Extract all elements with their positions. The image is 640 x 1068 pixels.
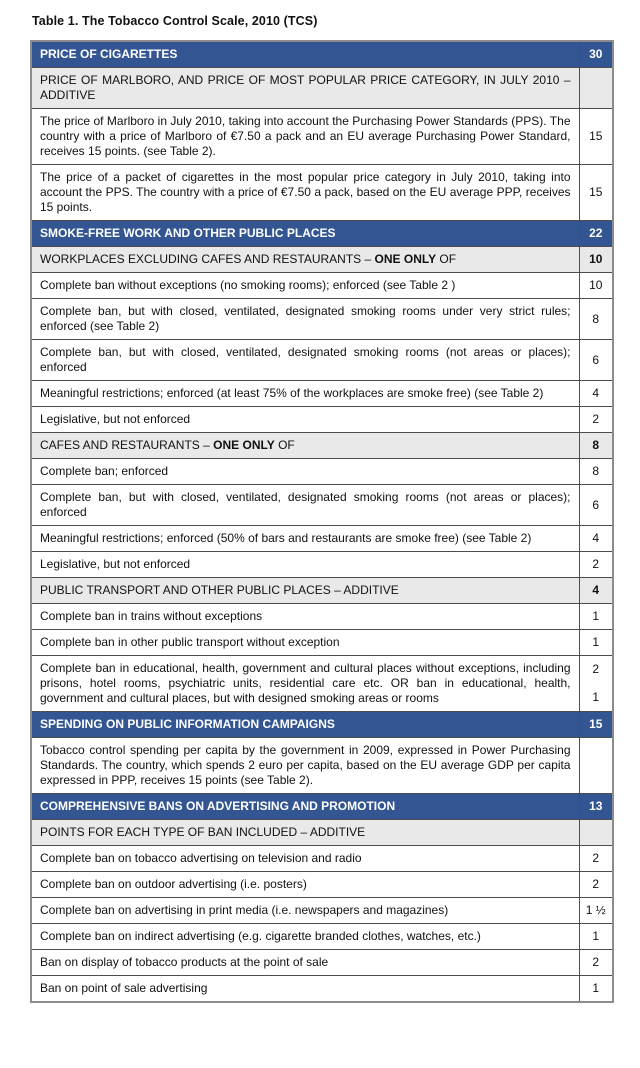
row-points: 8 (579, 299, 613, 340)
row-label: Tobacco control spending per capita by the government in 2009, expressed in Power Purchasing Standards. The country, which spends 2 euro per capita, based on the EU average GDP per capita expressed in PPP, receives 15 points (see Table 2). (31, 738, 579, 794)
row-label: Complete ban on indirect advertising (e.g. cigarette branded clothes, watches, etc.) (31, 924, 579, 950)
table-row (31, 898, 613, 924)
row-points: 1 (579, 604, 613, 630)
row-label: CAFES AND RESTAURANTS – ONE ONLY OF (31, 433, 579, 459)
table-row (31, 950, 613, 976)
table-row (31, 630, 613, 656)
table-row (31, 247, 613, 273)
table-row (31, 381, 613, 407)
table-row (31, 109, 613, 165)
row-label: Complete ban without exceptions (no smoking rooms); enforced (see Table 2 ) (31, 273, 579, 299)
row-label: Ban on display of tobacco products at the point of sale (31, 950, 579, 976)
row-points (579, 738, 613, 794)
row-points: 4 (579, 526, 613, 552)
row-points: 15 (579, 109, 613, 165)
row-points: 2 (579, 872, 613, 898)
section-header-row (31, 794, 613, 820)
row-points: 1 (579, 630, 613, 656)
row-points (579, 68, 613, 109)
tobacco-control-scale-table (30, 40, 614, 1003)
section-header-row (31, 221, 613, 247)
row-points: 2 1 (579, 656, 613, 712)
row-label: PRICE OF CIGARETTES (31, 41, 579, 68)
row-points: 1 (579, 924, 613, 950)
row-label: Ban on point of sale advertising (31, 976, 579, 1003)
row-points: 2 (579, 846, 613, 872)
row-points: 2 (579, 407, 613, 433)
section-header-row (31, 712, 613, 738)
row-points: 10 (579, 273, 613, 299)
row-points: 1 (579, 976, 613, 1003)
row-points: 15 (579, 165, 613, 221)
row-label: The price of a packet of cigarettes in the most popular price category in July 2010, taking into account the PPS. The country with a price of €7.50 a pack, based on the EU average PPP, receives 15 points. (31, 165, 579, 221)
row-label: Meaningful restrictions; enforced (50% of bars and restaurants are smoke free) (see Table 2) (31, 526, 579, 552)
row-points: 4 (579, 578, 613, 604)
row-label: WORKPLACES EXCLUDING CAFES AND RESTAURANTS – ONE ONLY OF (31, 247, 579, 273)
row-points: 8 (579, 459, 613, 485)
table-row (31, 820, 613, 846)
row-points (579, 820, 613, 846)
row-points: 2 (579, 552, 613, 578)
row-points: 4 (579, 381, 613, 407)
row-points: 13 (579, 794, 613, 820)
row-label: Complete ban, but with closed, ventilated, designated smoking rooms (not areas or places); enforced (31, 340, 579, 381)
table-row (31, 924, 613, 950)
row-label: The price of Marlboro in July 2010, taking into account the Purchasing Power Standards (PPS). The country with a price of Marlboro of €7.50 a pack and an EU average Purchasing Power Standard, receives 15 points. (see Table 2). (31, 109, 579, 165)
row-label: Complete ban in educational, health, government and cultural places without exceptions, including prisons, hotel rooms, psychiatric units, residential care etc. OR ban in educational, health, government and cultural places, but with designed smoking areas or rooms (31, 656, 579, 712)
row-label: POINTS FOR EACH TYPE OF BAN INCLUDED – ADDITIVE (31, 820, 579, 846)
row-points: 6 (579, 485, 613, 526)
row-label: PUBLIC TRANSPORT AND OTHER PUBLIC PLACES – ADDITIVE (31, 578, 579, 604)
table-row (31, 738, 613, 794)
table-row (31, 68, 613, 109)
row-points: 6 (579, 340, 613, 381)
section-header-row (31, 41, 613, 68)
row-label: Complete ban in other public transport without exception (31, 630, 579, 656)
row-label: Complete ban, but with closed, ventilated, designated smoking rooms (not areas or places); enforced (31, 485, 579, 526)
table-row (31, 459, 613, 485)
table-row (31, 165, 613, 221)
tcs-table-body (31, 41, 613, 1002)
row-label: Complete ban, but with closed, ventilated, designated smoking rooms under very strict rules; enforced (see Table 2) (31, 299, 579, 340)
row-points: 22 (579, 221, 613, 247)
row-label: Complete ban; enforced (31, 459, 579, 485)
table-title: Table 1. The Tobacco Control Scale, 2010 (TCS) (32, 14, 318, 28)
table-row (31, 526, 613, 552)
row-label: Complete ban on tobacco advertising on television and radio (31, 846, 579, 872)
table-row (31, 846, 613, 872)
row-points: 8 (579, 433, 613, 459)
row-label: Legislative, but not enforced (31, 552, 579, 578)
row-points: 2 (579, 950, 613, 976)
row-label: Complete ban on advertising in print media (i.e. newspapers and magazines) (31, 898, 579, 924)
row-points: 15 (579, 712, 613, 738)
table-row (31, 433, 613, 459)
row-points: 10 (579, 247, 613, 273)
table-row (31, 485, 613, 526)
row-points: 30 (579, 41, 613, 68)
table-row (31, 578, 613, 604)
table-row (31, 407, 613, 433)
row-label: Legislative, but not enforced (31, 407, 579, 433)
table-row (31, 656, 613, 712)
row-label: SPENDING ON PUBLIC INFORMATION CAMPAIGNS (31, 712, 579, 738)
row-label: SMOKE-FREE WORK AND OTHER PUBLIC PLACES (31, 221, 579, 247)
table-row (31, 273, 613, 299)
table-row (31, 340, 613, 381)
table-row (31, 552, 613, 578)
row-label: COMPREHENSIVE BANS ON ADVERTISING AND PROMOTION (31, 794, 579, 820)
row-label: Complete ban in trains without exceptions (31, 604, 579, 630)
table-row (31, 976, 613, 1003)
row-label: Complete ban on outdoor advertising (i.e. posters) (31, 872, 579, 898)
row-points: 1 ½ (579, 898, 613, 924)
table-row (31, 299, 613, 340)
table-row (31, 604, 613, 630)
table-row (31, 872, 613, 898)
row-label: PRICE OF MARLBORO, AND PRICE OF MOST POPULAR PRICE CATEGORY, IN JULY 2010 – ADDITIVE (31, 68, 579, 109)
row-label: Meaningful restrictions; enforced (at least 75% of the workplaces are smoke free) (see Table 2) (31, 381, 579, 407)
